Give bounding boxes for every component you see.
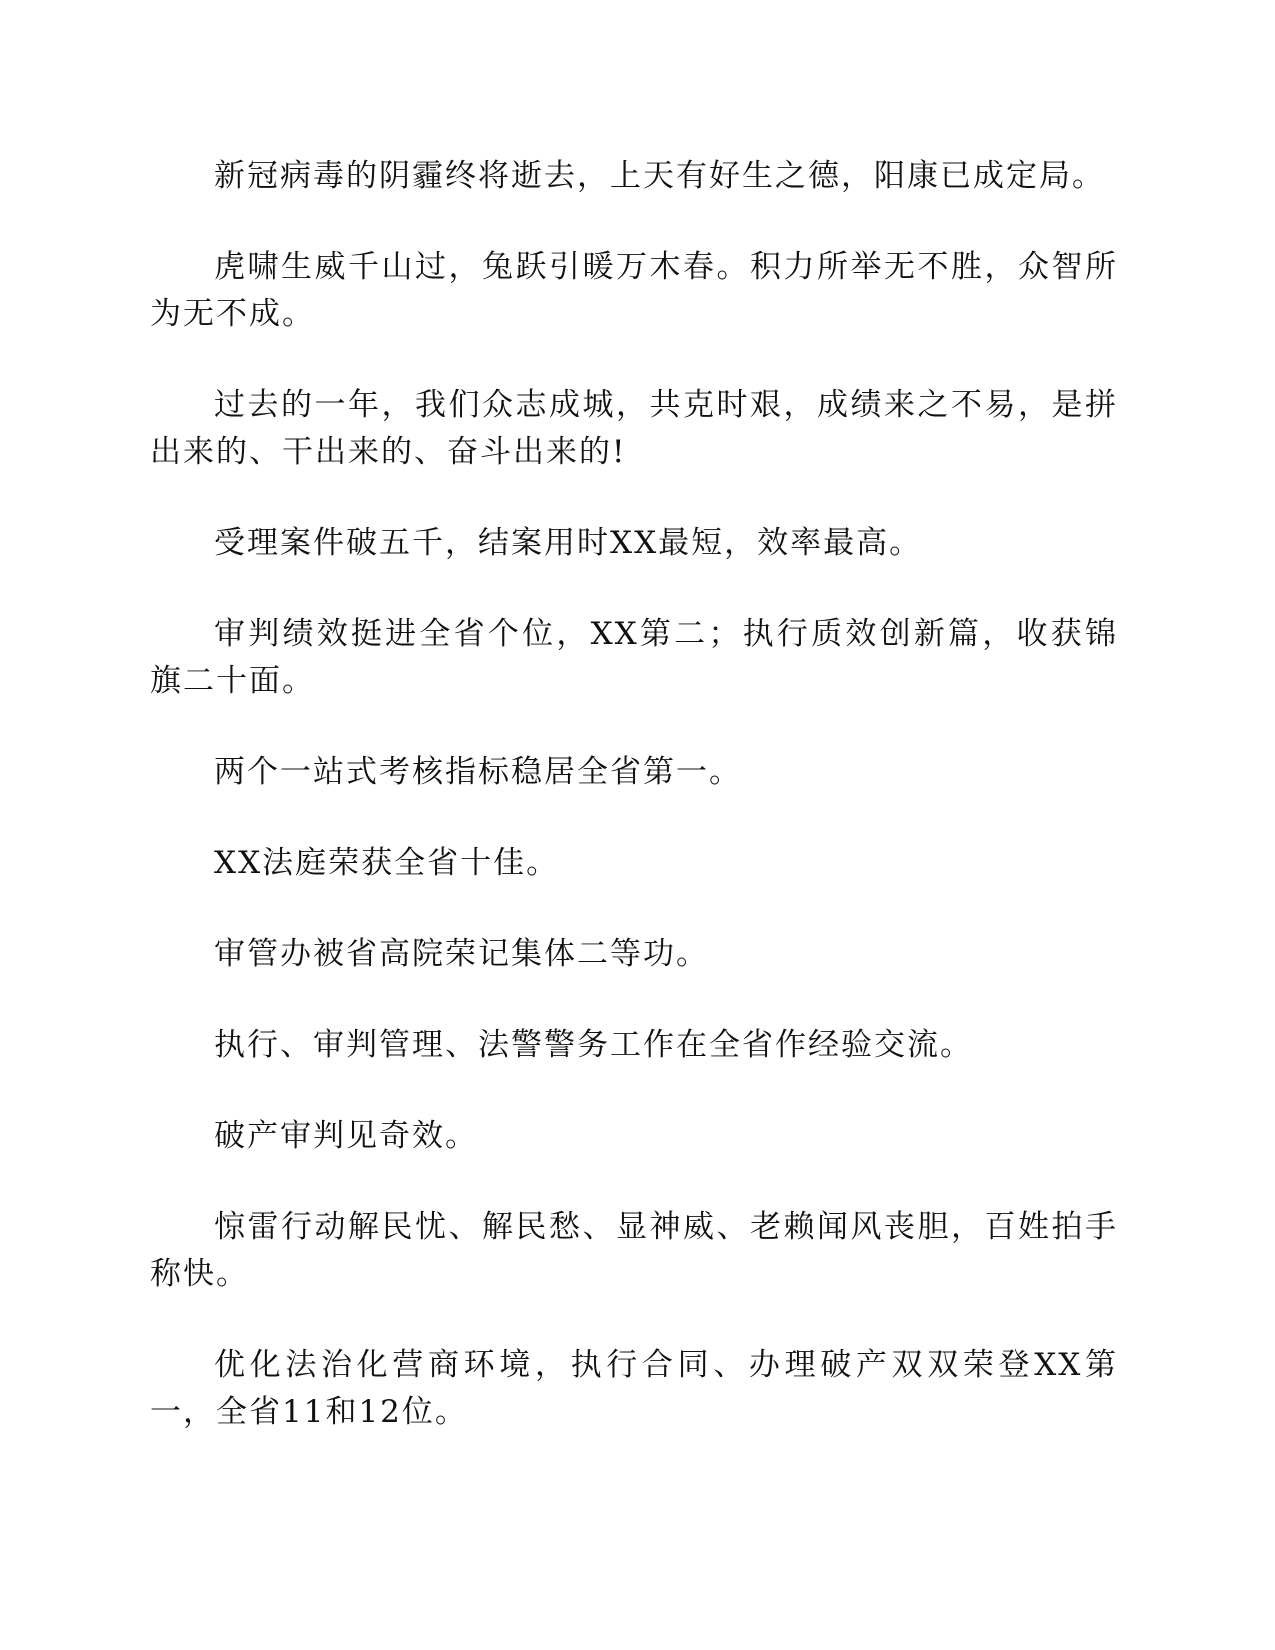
paragraph-6: 两个一站式考核指标稳居全省第一。 — [214, 754, 742, 790]
paragraph-3: 过去的一年，我们众志成城，共克时艰，成绩来之不易，是拼出来的、干出来的、奋斗出来的! — [150, 387, 1118, 470]
paragraph-8: 审管办被省高院荣记集体二等功。 — [214, 936, 709, 972]
document-body — [150, 153, 1118, 1480]
paragraph-10: 破产审判见奇效。 — [214, 1118, 478, 1154]
paragraph-1: 新冠病毒的阴霾终将逝去，上天有好生之德，阳康已成定局。 — [214, 158, 1105, 194]
paragraph-11: 惊雷行动解民忧、解民愁、显神威、老赖闻风丧胆，百姓拍手称快。 — [150, 1209, 1118, 1292]
paragraph-7: XX法庭荣获全省十佳。 — [214, 845, 560, 881]
paragraph-12: 优化法治化营商环境，执行合同、办理破产双双荣登XX第一，全省11和12位。 — [150, 1347, 1118, 1430]
paragraph-5: 审判绩效挺进全省个位，XX第二；执行质效创新篇，收获锦旗二十面。 — [150, 616, 1118, 699]
paragraph-9: 执行、审判管理、法警警务工作在全省作经验交流。 — [214, 1027, 973, 1063]
paragraph-2: 虎啸生威千山过，兔跃引暖万木春。积力所举无不胜，众智所为无不成。 — [150, 249, 1118, 332]
paragraph-4: 受理案件破五千，结案用时XX最短，效率最高。 — [214, 525, 923, 561]
